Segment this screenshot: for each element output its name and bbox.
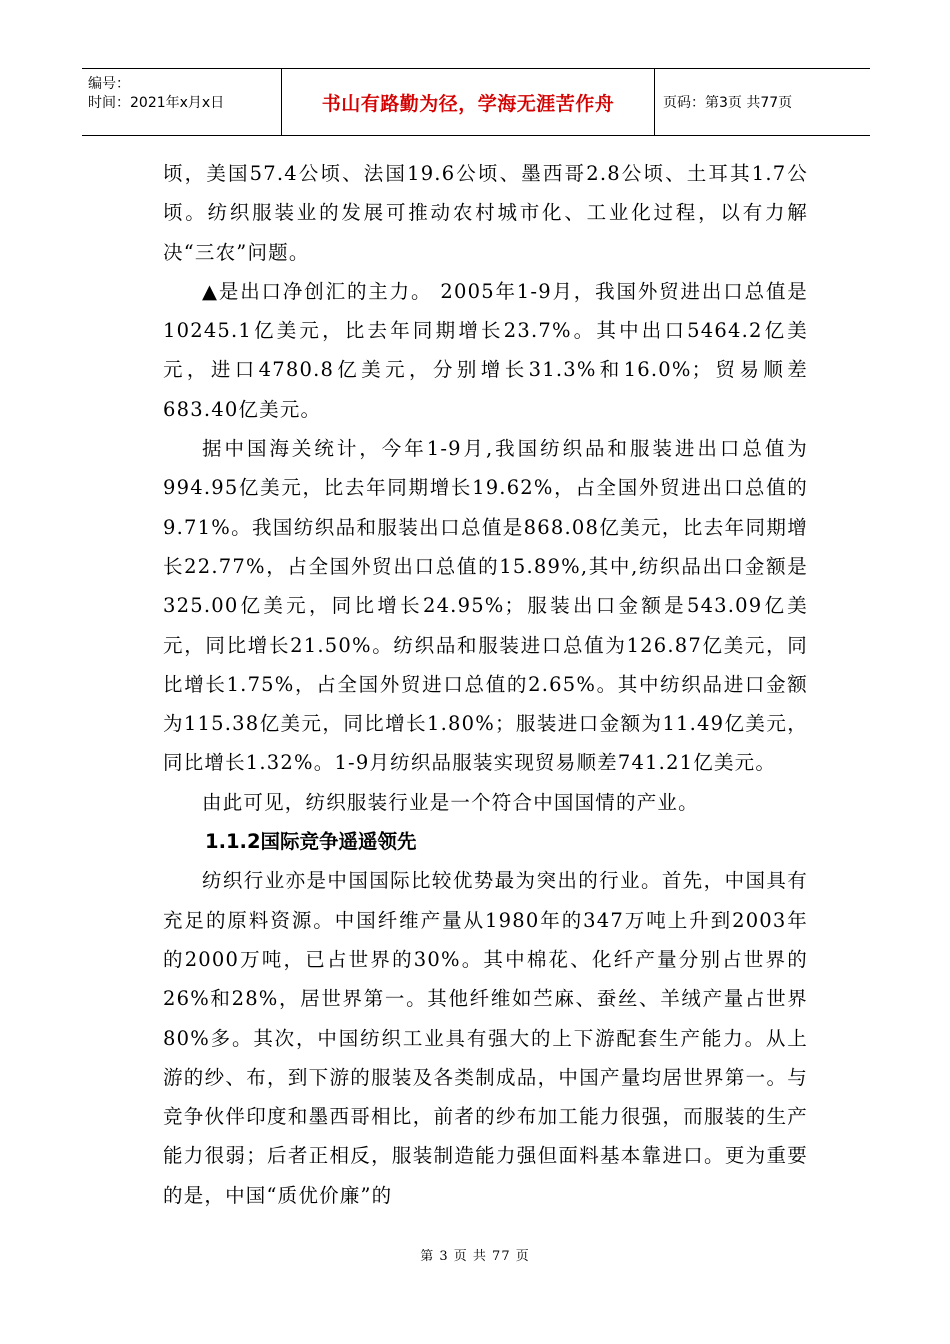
header-motto: 书山有路勤为径，学海无涯苦作舟: [282, 69, 655, 135]
page-footer: 第 3 页 共 77 页: [420, 1249, 530, 1264]
paragraph-conclusion: 由此可见，纺织服装行业是一个符合中国国情的产业。: [202, 790, 699, 814]
header-meta-cell: [82, 69, 282, 135]
paragraph-export-earnings: ▲是出口净创汇的主力。 2005年1-9月，我国外贸进出口总值是10245.1亿美元，比去年同期增长23.7%。其中出口5464.2亿美元，进口4780.8亿美元，分别增长31.3%和16.0%；贸易顺差683.40亿美元。: [163, 279, 808, 421]
document-number-label: 编号：: [88, 76, 130, 92]
paragraph-competitive-advantage: 纺织行业亦是中国国际比较优势最为突出的行业。首先，中国具有充足的原料资源。中国纤维产量从1980年的347万吨上升到2003年的2000万吨，已占世界的30%。其中棉花、化纤产量分别占世界的26%和28%，居世界第一。其他纤维如苎麻、蚕丝、羊绒产量占世界80%多。其次，中国纺织工业具有强大的上下游配套生产能力。从上游的纱、布，到下游的服装及各类制成品，中国产量均居世界第一。与竞争伙伴印度和墨西哥相比，前者的纱布加工能力很强，而服装的生产能力很弱；后者正相反，服装制造能力强但面料基本靠进口。更为重要的是，中国“质优价廉”的: [163, 869, 808, 1207]
page-header: [82, 68, 870, 136]
paragraph-customs-statistics: 据中国海关统计，今年1-9月,我国纺织品和服装进出口总值为994.95亿美元，比去年同期增长19.62%，占全国外贸进出口总值的9.71%。我国纺织品和服装出口总值是868.08亿美元，比去年同期增长22.77%，占全国外贸出口总值的15.89%,其中,纺织品出口金额是325.00亿美元，同比增长24.95%；服装出口金额是543.09亿美元，同比增长21.50%。纺织品和服装进口总值为126.87亿美元，同比增长1.75%，占全国外贸进口总值的2.65%。其中纺织品进口金额为115.38亿美元，同比增长1.80%；服装进口金额为11.49亿美元，同比增长1.32%。1-9月纺织品服装实现贸易顺差741.21亿美元。: [163, 437, 808, 775]
section-heading: 1.1.2国际竞争遥遥领先: [205, 830, 417, 854]
document-body: [163, 154, 808, 1215]
header-page-info: 页码：第3页 共77页: [663, 95, 793, 111]
paragraph-land-area: 顷，美国57.4公顷、法国19.6公顷、墨西哥2.8公顷、土耳其1.7公顷。纺织服装业的发展可推动农村城市化、工业化过程，以有力解决“三农”问题。: [163, 162, 808, 264]
document-time-label: 时间：2021年x月x日: [88, 95, 225, 111]
